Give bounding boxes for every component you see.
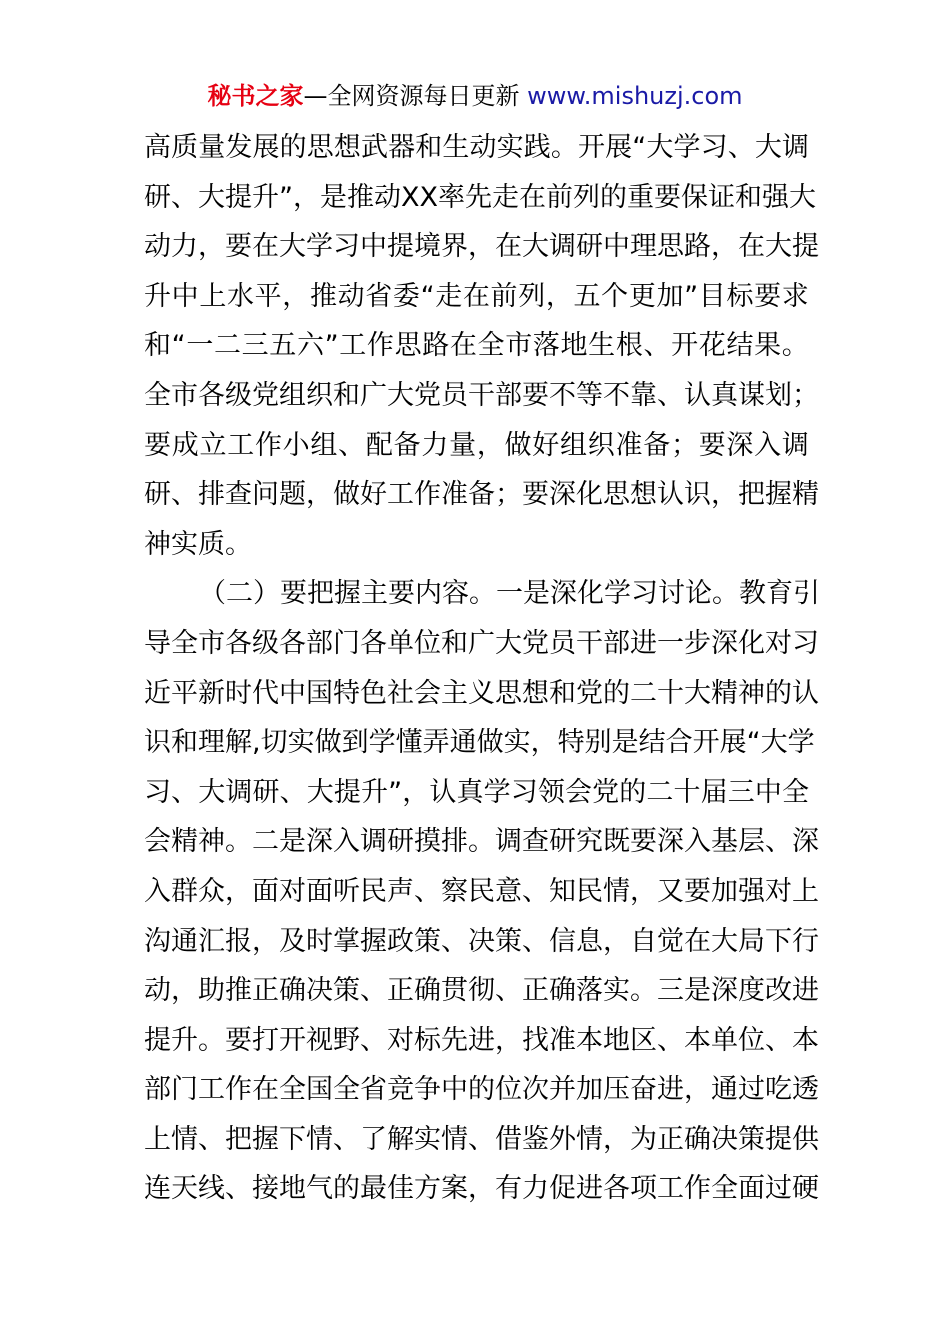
text-line: 动 力 ， 要 在 大 学 习 中 提 境 界 ， 在 大 调 研 中 理 思 路 ， 在 大 提 [144,231,819,263]
text-line: 识 和 理 解 , 切 实 做 到 学 懂 弄 通 做 实 ， 特 别 是 结 合 开 展 “ 大 学 [144,727,815,759]
site-brand: 秘书之家 [207,82,304,110]
text-line: 研 、 大 提 升 ” ， 是 推 动 X X 率 先 走 在 前 列 的 重 要 保 证 和 强 大 [144,181,816,213]
text-line: 升 中 上 水 平 ， 推 动 省 委 “ 走 在 前 列 ， 五 个 更 加 ” 目 标 要 求 [144,280,809,312]
text-line: 神实质。 [144,528,252,560]
document-body [144,123,820,1214]
text-line: 沟 通 汇 报 ， 及 时 掌 握 政 策 、 决 策 、 信 息 ， 自 觉 在 大 局 下 行 [144,925,819,957]
text-line: 研 、 排 查 问 题 ， 做 好 工 作 准 备 ； 要 深 化 思 想 认 识 ， 把 握 精 [144,479,819,511]
text-line: 入 群 众 ， 面 对 面 听 民 声 、 察 民 意 、 知 民 情 ， 又 要 加 强 对 上 [144,875,819,907]
site-tagline: —全网资源每日更新 [303,82,520,110]
text-line: 习 、 大 调 研 、 大 提 升 ” ， 认 真 学 习 领 会 党 的 二 十 届 三 中 全 [144,776,809,808]
text-line: （ 二 ） 要 把 握 主 要 内 容 。 一 是 深 化 学 习 讨 论 。 教 育 引 [199,578,820,610]
text-line: 要 成 立 工 作 小 组 、 配 备 力 量 ， 做 好 组 织 准 备 ； 要 深 入 调 [144,429,809,461]
text-line: 和 “ 一 二 三 五 六 ” 工 作 思 路 在 全 市 落 地 生 根 、 开 花 结 果 。 [144,330,809,362]
text-line: 全 市 各 级 党 组 织 和 广 大 党 员 干 部 要 不 等 不 靠 、 认 真 谋 划 ； [144,379,819,411]
text-line: 部 门 工 作 在 全 国 全 省 竞 争 中 的 位 次 并 加 压 奋 进 ， 通 过 吃 透 [144,1074,819,1106]
text-line: 近 平 新 时 代 中 国 特 色 社 会 主 义 思 想 和 党 的 二 十 大 精 神 的 认 [144,677,819,709]
text-line: 会 精 神 。 二 是 深 入 调 研 摸 排 。 调 查 研 究 既 要 深 入 基 层 、 深 [144,826,819,858]
page-header [0,80,950,112]
text-line: 动 ， 助 推 正 确 决 策 、 正 确 贯 彻 、 正 确 落 实 。 三 是 深 度 改 进 [144,975,819,1007]
text-line: 高 质 量 发 展 的 思 想 武 器 和 生 动 实 践 。 开 展 “ 大 学 习 、 大 调 [144,132,809,163]
text-line: 连 天 线 、 接 地 气 的 最 佳 方 案 ， 有 力 促 进 各 项 工 作 全 面 过 硬 [144,1173,819,1205]
text-line: 提 升 。 要 打 开 视 野 、 对 标 先 进 ， 找 准 本 地 区 、 本 单 位 、 本 [144,1024,819,1056]
text-line: 导 全 市 各 级 各 部 门 各 单 位 和 广 大 党 员 干 部 进 一 步 深 化 对 习 [144,627,819,659]
text-line: 上 情 、 把 握 下 情 、 了 解 实 情 、 借 鉴 外 情 ， 为 正 确 决 策 提 供 [144,1123,819,1155]
site-url[interactable]: www.mishuzj.com [527,82,743,110]
